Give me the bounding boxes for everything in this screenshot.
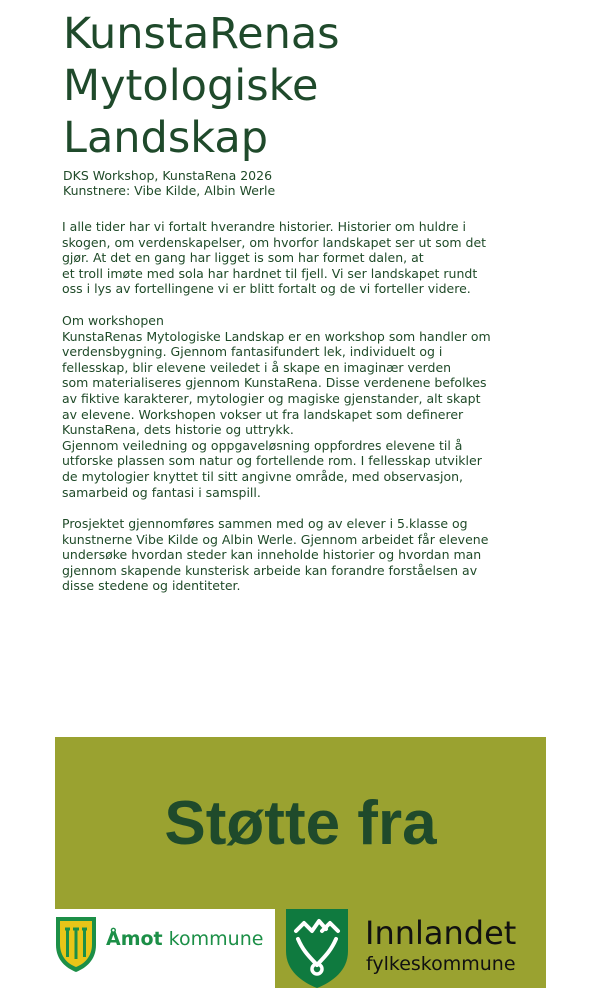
text-line: KunstaRena, dets historie og uttrykk. — [62, 422, 294, 438]
innlandet-name: Innlandet — [365, 914, 517, 952]
amot-name: Åmot — [106, 928, 163, 950]
paragraph-gap — [62, 297, 532, 313]
text-line: av fiktive karakterer, mytologier og magiske gjenstander, alt skapt — [62, 390, 481, 406]
page-title — [63, 8, 340, 164]
innlandet-fylkeskommune-logo[interactable] — [275, 909, 546, 988]
support-panel — [55, 737, 546, 909]
intro-paragraph — [62, 219, 532, 297]
amot-kommune-text — [106, 926, 263, 952]
text-line: utforske plassen som natur og fortellende rom. I fellesskap utvikler — [62, 453, 482, 469]
title-line: KunstaRenas — [63, 9, 340, 59]
text-line: undersøke hvordan steder kan inneholde historier og hvordan man — [62, 547, 482, 563]
text-line: skogen, om verdenskapelser, om hvorfor landskapet ser ut som det — [62, 234, 487, 250]
amot-shield-icon — [54, 915, 98, 973]
text-line: oss i lys av fortellingene vi er blitt fortalt og de vi forteller videre. — [62, 281, 471, 297]
support-heading: Støtte fra — [164, 789, 437, 858]
innlandet-subtitle: fylkeskommune — [366, 953, 516, 975]
amot-kommune-logo[interactable] — [50, 909, 275, 979]
text-line: kunstnerne Vibe Kilde og Albin Werle. Gjennom arbeidet får elevene — [62, 531, 489, 547]
text-line: disse stedene og identiteter. — [62, 578, 241, 594]
text-line: Gjennom veiledning og oppgaveløsning oppfordres elevene til å — [62, 437, 463, 453]
workshop-paragraph — [62, 313, 532, 500]
title-line: Mytologiske — [63, 61, 319, 111]
innlandet-shield-icon — [286, 909, 348, 988]
amot-kommune-word: kommune — [162, 928, 264, 950]
text-line: som materialiseres gjennom KunstaRena. Disse verdenene befolkes — [62, 375, 487, 391]
text-line: et troll imøte med sola har hardnet til fjell. Vi ser landskapet rundt — [62, 265, 478, 281]
artists-line: Kunstnere: Vibe Kilde, Albin Werle — [63, 183, 276, 198]
text-line: samarbeid og fantasi i samspill. — [62, 484, 261, 500]
text-line: KunstaRenas Mytologiske Landskap er en workshop som handler om — [62, 328, 491, 344]
paragraph-gap — [62, 500, 532, 516]
text-line: gjør. At det en gang har ligget is som har formet dalen, at — [62, 250, 424, 266]
text-line: I alle tider har vi fortalt hverandre historier. Historier om huldre i — [62, 219, 466, 234]
article-body — [62, 219, 532, 594]
event-meta — [63, 168, 275, 198]
title-line: Landskap — [63, 113, 269, 163]
project-paragraph — [62, 516, 532, 594]
text-line: av elevene. Workshopen vokser ut fra landskapet som definerer — [62, 406, 464, 422]
text-line: de mytologier knyttet til sitt angivne område, med observasjon, — [62, 468, 464, 484]
text-line: Prosjektet gjennomføres sammen med og av elever i 5.klasse og — [62, 516, 468, 532]
text-line: verdensbygning. Gjennom fantasifundert lek, individuelt og i — [62, 344, 443, 360]
text-line: fellesskap, blir elevene veiledet i å skape en imaginær verden — [62, 359, 452, 375]
text-line: gjennom skapende kunsterisk arbeide kan forandre forståelsen av — [62, 562, 478, 578]
event-line: DKS Workshop, KunstaRena 2026 — [63, 168, 273, 183]
section-heading: Om workshopen — [62, 312, 164, 328]
